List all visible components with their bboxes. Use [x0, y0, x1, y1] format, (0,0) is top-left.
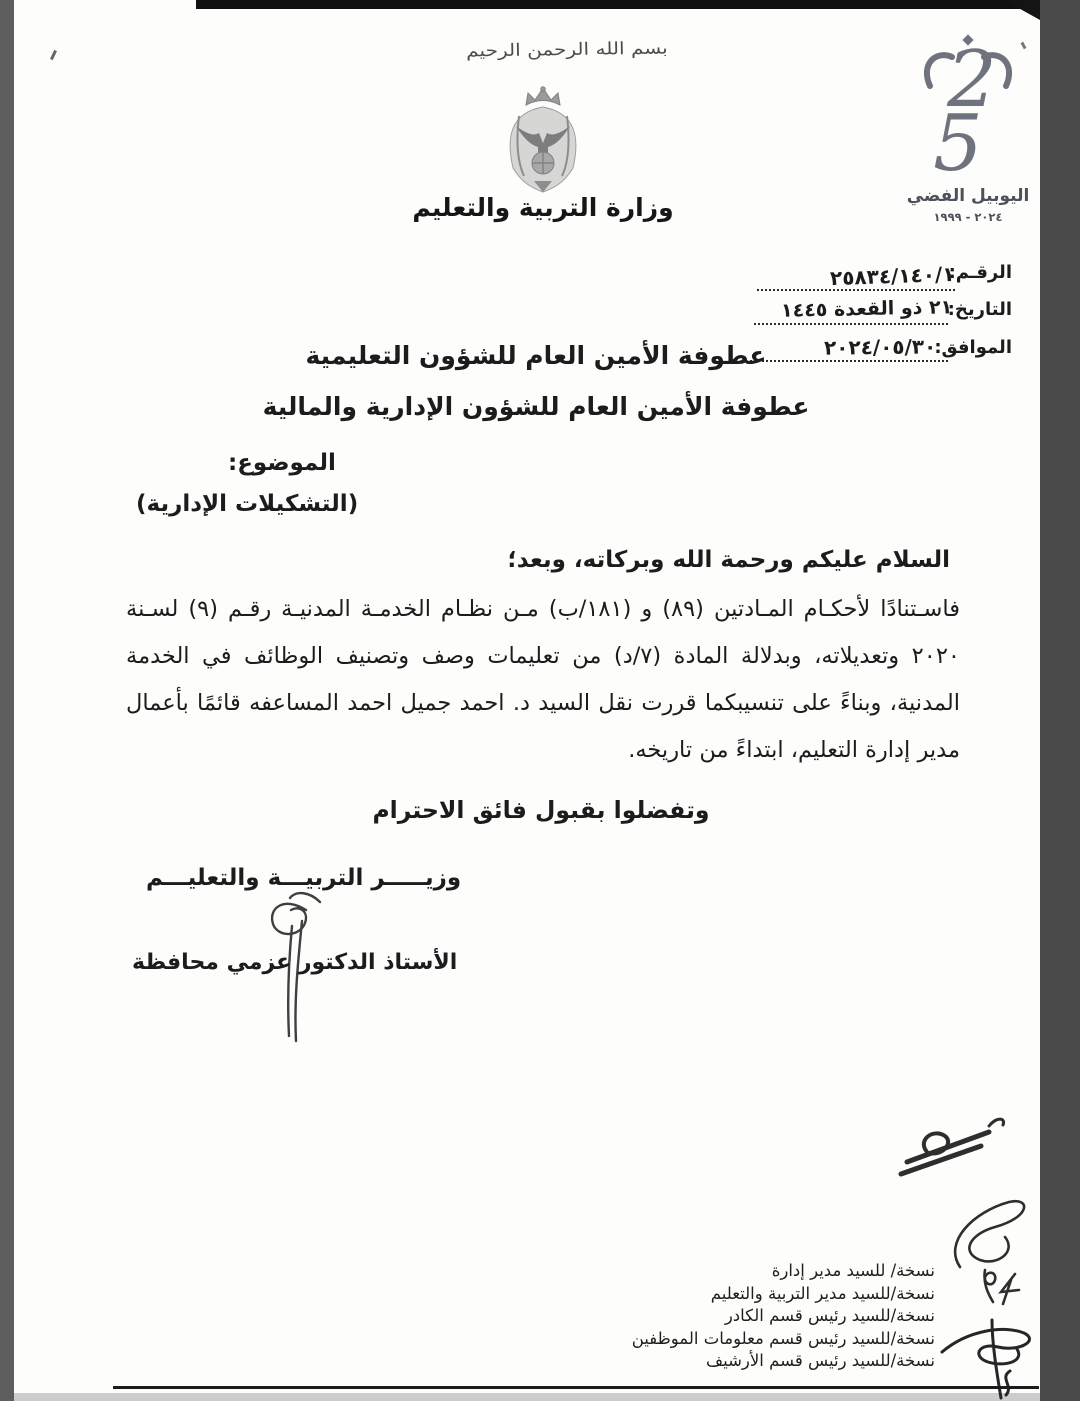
recipient-line-1: عطوفة الأمين العام للشؤون التعليمية — [305, 341, 767, 370]
subject-label: الموضوع: — [228, 450, 336, 476]
scan-edge-top — [196, 0, 1040, 9]
jubilee-25-mark — [892, 34, 1044, 180]
letter-body — [126, 586, 960, 774]
ref-date-label: التاريخ: — [947, 299, 1012, 320]
body-line-1: فاسـتنادًا لأحكـام المـادتين (٨٩) و (⁦١٨١/ب⁩) مـن نظـام الخدمـة المدنيـة رقـم (٩) لسـنة — [126, 596, 960, 622]
ref-number-label: الرقـم: — [948, 262, 1012, 283]
royal-crest-emblem — [486, 86, 600, 196]
footer-rule-line — [113, 1386, 1039, 1389]
jubilee-digit-5: 5 — [933, 99, 983, 180]
scan-edge-bottom — [14, 1393, 1040, 1401]
body-line-3: المدنية، وبناءً على تنسيبكما قررت نقل السيد د. احمد جميل احمد المساعفه قائمًا بأعمال — [126, 690, 960, 716]
scan-edge-right — [1040, 0, 1080, 1401]
distribution-item: نسخة/للسيد رئيس قسم الكادر — [724, 1306, 935, 1325]
closing-courtesy-line: وتفضلوا بقبول فائق الاحترام — [372, 796, 710, 824]
ministry-name-calligraphy: وزارة التربية والتعليم — [412, 193, 674, 222]
salutation-line: السلام عليكم ورحمة الله وبركاته، وبعد؛ — [507, 547, 950, 573]
silver-jubilee-logo — [892, 34, 1044, 224]
jubilee-digit-2: 2 — [947, 35, 997, 125]
jubilee-years: ٢٠٢٤ - ١٩٩٩ — [933, 210, 1003, 224]
distribution-item: نسخة/للسيد رئيس قسم معلومات الموظفين — [631, 1328, 935, 1348]
body-line-4: مدير إدارة التعليم، ابتداءً من تاريخه. — [628, 737, 960, 763]
bismillah-calligraphy: بسم الله الرحمن الرحيم — [465, 38, 669, 62]
ref-date-value: ٢١ ذو القعدة ١٤٤٥ — [780, 296, 953, 322]
distribution-list — [615, 1260, 935, 1373]
ref-number-dotted-line — [757, 289, 955, 291]
jubilee-title: اليوبيل الفضي — [906, 186, 1030, 206]
distribution-item: نسخة/ للسيد مدير إدارة — [771, 1261, 935, 1280]
minister-title: وزيـــــر التربيـــة والتعليـــم — [146, 865, 462, 891]
scan-edge-left — [0, 0, 14, 1401]
subject-value: (التشكيلات الإدارية) — [136, 491, 359, 517]
recipient-line-2: عطوفة الأمين العام للشؤون الإدارية والمالية — [262, 392, 810, 421]
ref-corresponding-value: ٢٠٢٤/٠٥/٣٠ — [823, 334, 937, 360]
ref-number-value: ٢٥٨٣٤/١٤٠/١ — [829, 261, 955, 291]
minister-name: الأستاذ الدكتور عزمي محافظة — [132, 950, 458, 975]
distribution-item: نسخة/للسيد رئيس قسم الأرشيف — [706, 1351, 935, 1370]
body-line-2: ٢٠٢٠ وتعديلاته، وبدلالة المادة (⁦٧/د⁩) من تعليمات وصف وتصنيف الوظائف في الخدمة — [126, 643, 961, 669]
ref-corresponding-label: الموافق: — [934, 337, 1012, 358]
distribution-item: نسخة/للسيد مدير التربية والتعليم — [710, 1283, 935, 1303]
ref-date-dotted-line — [754, 323, 948, 325]
routing-signature-scribble-middle — [935, 1172, 1045, 1307]
